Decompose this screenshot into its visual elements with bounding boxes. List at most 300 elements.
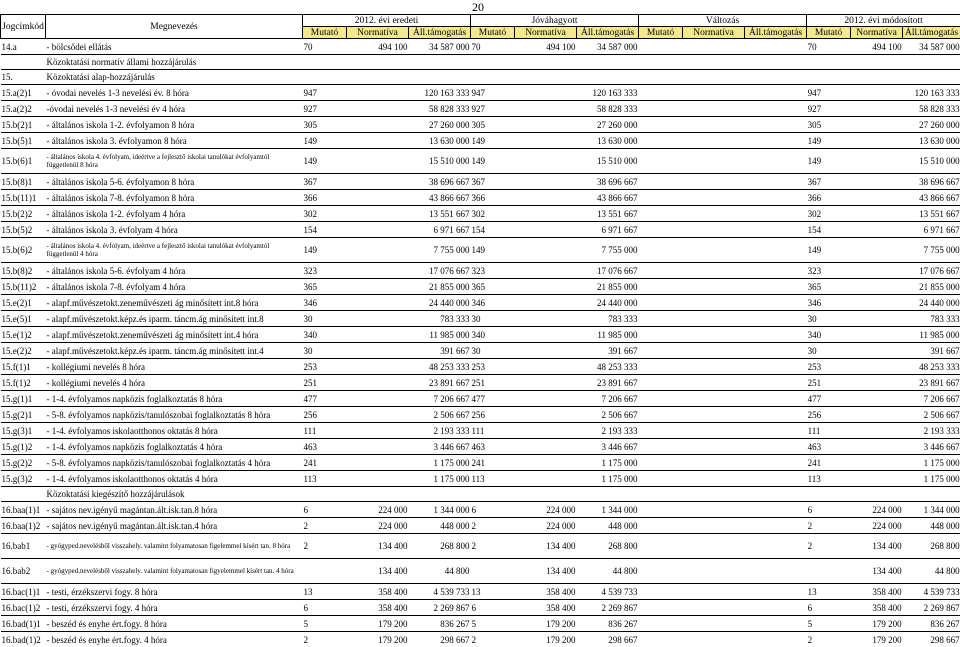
cell-indicator: 30: [471, 311, 515, 327]
row-name: - bölcsődei ellátás: [46, 39, 303, 55]
cell-indicator: [639, 343, 683, 359]
cell-normative: [683, 295, 745, 311]
cell-state-support: [745, 206, 807, 222]
cell-normative: [851, 190, 903, 206]
cell-indicator: 947: [471, 85, 515, 101]
cell-state-support: 4 539 733: [903, 584, 960, 600]
cell-state-support: 3 446 667: [903, 439, 960, 455]
cell-state-support: [745, 343, 807, 359]
cell-normative: [851, 117, 903, 133]
cell-indicator: 927: [471, 101, 515, 117]
cell-indicator: 6: [471, 502, 515, 518]
cell-normative: [851, 455, 903, 471]
cell-indicator: [807, 559, 851, 584]
cell-indicator: [639, 534, 683, 559]
cell-indicator: 346: [807, 295, 851, 311]
cell-state-support: 34 587 000: [409, 39, 471, 55]
cell-indicator: 113: [807, 471, 851, 487]
cell-state-support: 23 891 667: [577, 375, 639, 391]
cell-indicator: 251: [471, 375, 515, 391]
cell-normative: [851, 423, 903, 439]
cell-indicator: 927: [303, 101, 347, 117]
cell-state-support: 7 755 000: [409, 238, 471, 263]
cell-normative: [683, 518, 745, 534]
header-code: Jogcímkód: [1, 15, 46, 39]
cell-indicator: [639, 439, 683, 455]
cell-normative: 179 200: [515, 632, 577, 647]
cell-indicator: 2: [471, 632, 515, 647]
table-row: [1, 133, 960, 149]
cell-state-support: 58 828 333: [903, 101, 960, 117]
cell-state-support: [745, 149, 807, 174]
cell-state-support: 2 193 333: [577, 423, 639, 439]
cell-state-support: 2 269 867: [903, 600, 960, 616]
row-code: 16.bab2: [1, 559, 46, 584]
cell-state-support: 17 076 667: [903, 263, 960, 279]
row-code: 16.baa(1)1: [1, 502, 46, 518]
cell-state-support: 13 551 667: [903, 206, 960, 222]
cell-normative: [683, 375, 745, 391]
cell-normative: [683, 263, 745, 279]
cell-indicator: [639, 616, 683, 632]
cell-state-support: 783 333: [903, 311, 960, 327]
cell-indicator: [639, 311, 683, 327]
cell-normative: [851, 174, 903, 190]
row-name: - 1-4. évfolyamos napközis foglalkoztatás 8 hóra: [46, 391, 303, 407]
row-name: - 1-4. évfolyamos iskolaotthonos oktatás 8 hóra: [46, 423, 303, 439]
cell-state-support: 15 510 000: [577, 149, 639, 174]
cell-normative: [683, 39, 745, 55]
cell-state-support: [745, 133, 807, 149]
row-code: 15.b(6)1: [1, 149, 46, 174]
cell-state-support: 2 269 867: [577, 600, 639, 616]
cell-state-support: 13 551 667: [577, 206, 639, 222]
cell-normative: [851, 133, 903, 149]
row-name: - beszéd és enyhe ért.fogy. 8 hóra: [46, 616, 303, 632]
cell-indicator: [639, 222, 683, 238]
row-code: 16.bad(1)2: [1, 632, 46, 647]
cell-normative: [515, 439, 577, 455]
cell-state-support: 38 696 667: [903, 174, 960, 190]
row-name: - alapf.művészetokt.képz.és iparm. táncm.ág minősített int.8: [46, 311, 303, 327]
row-code: 15.f(1)1: [1, 359, 46, 375]
cell-normative: 224 000: [515, 518, 577, 534]
cell-state-support: 7 755 000: [577, 238, 639, 263]
table-row: [1, 487, 960, 502]
cell-normative: [515, 149, 577, 174]
cell-normative: [683, 471, 745, 487]
cell-indicator: 149: [303, 238, 347, 263]
subheader-state-support: Áll.támogatás: [577, 27, 639, 39]
cell-state-support: 120 163 333: [903, 85, 960, 101]
cell-normative: [515, 174, 577, 190]
cell-state-support: 38 696 667: [409, 174, 471, 190]
cell-normative: [515, 222, 577, 238]
row-name: - általános iskola 5-6. évfolyam 4 hóra: [46, 263, 303, 279]
cell-indicator: 2: [471, 518, 515, 534]
cell-state-support: 7 206 667: [577, 391, 639, 407]
row-name: - 5-8. évfolyamos napközis/tanulószobai foglalkoztatás 4 hóra: [46, 455, 303, 471]
row-name: - kollégiumi nevelés 8 hóra: [46, 359, 303, 375]
cell-indicator: 30: [303, 343, 347, 359]
cell-state-support: [745, 39, 807, 55]
cell-state-support: [745, 439, 807, 455]
subheader-indicator: Mutató: [807, 27, 851, 39]
cell-normative: [347, 190, 409, 206]
cell-state-support: 391 667: [903, 343, 960, 359]
cell-indicator: [639, 206, 683, 222]
cell-state-support: 13 551 667: [409, 206, 471, 222]
cell-indicator: [639, 101, 683, 117]
cell-state-support: 27 260 000: [903, 117, 960, 133]
cell-normative: [347, 206, 409, 222]
table-row: [1, 295, 960, 311]
cell-state-support: 2 506 667: [577, 407, 639, 423]
cell-state-support: 3 446 667: [577, 439, 639, 455]
cell-state-support: 23 891 667: [409, 375, 471, 391]
cell-state-support: 268 800: [903, 534, 960, 559]
cell-indicator: 6: [303, 600, 347, 616]
cell-state-support: 24 440 000: [577, 295, 639, 311]
row-code: 16.bab1: [1, 534, 46, 559]
cell-state-support: 34 587 000: [577, 39, 639, 55]
cell-indicator: 366: [303, 190, 347, 206]
row-name: - általános iskola 7-8. évfolyam 4 hóra: [46, 279, 303, 295]
cell-indicator: 13: [303, 584, 347, 600]
cell-normative: [851, 238, 903, 263]
cell-indicator: 154: [303, 222, 347, 238]
table-row: [1, 391, 960, 407]
cell-indicator: 346: [303, 295, 347, 311]
cell-normative: [683, 359, 745, 375]
subheader-normative: Normatíva: [515, 27, 577, 39]
cell-state-support: 298 667: [903, 632, 960, 647]
cell-normative: [683, 502, 745, 518]
cell-normative: 358 400: [347, 600, 409, 616]
cell-indicator: 30: [807, 311, 851, 327]
row-name: - 1-4. évfolyamos napközis foglalkoztatás 4 hóra: [46, 439, 303, 455]
cell-indicator: 6: [303, 502, 347, 518]
cell-state-support: [745, 632, 807, 647]
cell-indicator: 241: [807, 455, 851, 471]
cell-normative: [851, 439, 903, 455]
cell-normative: 134 400: [851, 534, 903, 559]
cell-indicator: [639, 85, 683, 101]
cell-state-support: [745, 174, 807, 190]
cell-normative: [683, 327, 745, 343]
table-row: [1, 39, 960, 55]
cell-state-support: 2 506 667: [409, 407, 471, 423]
cell-indicator: [639, 359, 683, 375]
row-code: [1, 487, 46, 502]
cell-indicator: 13: [471, 584, 515, 600]
cell-state-support: 11 985 000: [903, 327, 960, 343]
cell-normative: [683, 343, 745, 359]
row-code: 15.g(3)2: [1, 471, 46, 487]
cell-normative: [515, 343, 577, 359]
cell-state-support: [745, 391, 807, 407]
row-name: -óvodai nevelés 1-3 nevelési év 4 hóra: [46, 101, 303, 117]
cell-normative: 179 200: [851, 632, 903, 647]
table-row: [1, 279, 960, 295]
cell-state-support: 4 539 733: [577, 584, 639, 600]
cell-indicator: 149: [471, 238, 515, 263]
cell-state-support: 27 260 000: [409, 117, 471, 133]
cell-normative: [347, 222, 409, 238]
cell-normative: [683, 279, 745, 295]
row-code: 15.b(11)1: [1, 190, 46, 206]
cell-state-support: 48 253 333: [409, 359, 471, 375]
cell-normative: [515, 359, 577, 375]
cell-normative: [347, 439, 409, 455]
cell-normative: [851, 279, 903, 295]
row-code: 15.a(2)1: [1, 85, 46, 101]
row-name: - gyógyped.nevelésből visszahely. valamint folyamatosan figyelemmel kísért tan. 4 hóra: [46, 559, 303, 584]
table-row: [1, 222, 960, 238]
cell-normative: [347, 327, 409, 343]
cell-indicator: 2: [807, 534, 851, 559]
cell-normative: [347, 471, 409, 487]
cell-normative: 358 400: [851, 584, 903, 600]
cell-state-support: [745, 407, 807, 423]
cell-indicator: 365: [471, 279, 515, 295]
cell-normative: [851, 295, 903, 311]
row-name: - általános iskola 5-6. évfolyamon 8 hóra: [46, 174, 303, 190]
cell-indicator: 30: [807, 343, 851, 359]
cell-state-support: 58 828 333: [409, 101, 471, 117]
cell-indicator: 2: [303, 632, 347, 647]
cell-normative: [851, 327, 903, 343]
header-group-original: 2012. évi eredeti: [303, 15, 471, 27]
table-row: [1, 600, 960, 616]
cell-indicator: 2: [807, 518, 851, 534]
cell-normative: [515, 101, 577, 117]
cell-normative: [515, 455, 577, 471]
table-row: [1, 502, 960, 518]
table-row: [1, 534, 960, 559]
cell-indicator: 6: [471, 600, 515, 616]
cell-state-support: [745, 600, 807, 616]
cell-indicator: 5: [807, 616, 851, 632]
cell-state-support: 11 985 000: [409, 327, 471, 343]
cell-normative: [515, 391, 577, 407]
cell-state-support: 783 333: [409, 311, 471, 327]
table-row: [1, 117, 960, 133]
cell-indicator: [639, 174, 683, 190]
cell-state-support: 1 175 000: [409, 455, 471, 471]
cell-indicator: 256: [303, 407, 347, 423]
cell-state-support: [745, 359, 807, 375]
cell-normative: [515, 190, 577, 206]
cell-normative: [515, 117, 577, 133]
cell-indicator: [639, 279, 683, 295]
cell-indicator: [639, 502, 683, 518]
cell-indicator: [471, 559, 515, 584]
cell-indicator: [639, 518, 683, 534]
cell-state-support: 34 587 000: [903, 39, 960, 55]
cell-indicator: 111: [303, 423, 347, 439]
cell-indicator: 149: [471, 149, 515, 174]
cell-state-support: 13 630 000: [409, 133, 471, 149]
row-name: - általános iskola 7-8. évfolyamon 8 hóra: [46, 190, 303, 206]
cell-state-support: 391 667: [577, 343, 639, 359]
subheader-indicator: Mutató: [639, 27, 683, 39]
cell-normative: [851, 311, 903, 327]
cell-indicator: 5: [471, 616, 515, 632]
cell-normative: [851, 471, 903, 487]
cell-normative: [851, 359, 903, 375]
cell-indicator: 70: [471, 39, 515, 55]
table-row: [1, 343, 960, 359]
cell-state-support: 13 630 000: [577, 133, 639, 149]
cell-indicator: [639, 455, 683, 471]
cell-normative: [683, 391, 745, 407]
cell-state-support: 298 667: [577, 632, 639, 647]
cell-normative: [515, 423, 577, 439]
cell-state-support: [745, 101, 807, 117]
row-name: - általános iskola 1-2. évfolyamon 8 hóra: [46, 117, 303, 133]
budget-table: [0, 14, 960, 647]
cell-normative: 179 200: [347, 632, 409, 647]
cell-indicator: 113: [303, 471, 347, 487]
cell-normative: [515, 263, 577, 279]
cell-state-support: 24 440 000: [903, 295, 960, 311]
row-code: 15.g(3)1: [1, 423, 46, 439]
table-row: [1, 190, 960, 206]
row-code: 15.b(2)1: [1, 117, 46, 133]
cell-indicator: 149: [807, 133, 851, 149]
table-row: [1, 263, 960, 279]
row-name: - általános iskola 4. évfolyam, ideértve a fejlesztő iskolai tanulókat évfolyamtól függetlenül 4 hóra: [46, 238, 303, 263]
cell-state-support: [745, 616, 807, 632]
row-name: - általános iskola 3. évfolyam 4 hóra: [46, 222, 303, 238]
cell-indicator: 302: [303, 206, 347, 222]
row-name: - testi, érzékszervi fogy. 8 hóra: [46, 584, 303, 600]
row-name: - általános iskola 4. évfolyam, ideértve a fejlesztő iskolai tanulókat évfolyamtól függetlenül 8 hóra: [46, 149, 303, 174]
cell-indicator: 367: [807, 174, 851, 190]
cell-indicator: 367: [471, 174, 515, 190]
cell-indicator: 367: [303, 174, 347, 190]
cell-state-support: 2 193 333: [903, 423, 960, 439]
row-code: 15.b(8)1: [1, 174, 46, 190]
cell-indicator: 2: [303, 534, 347, 559]
cell-indicator: 256: [807, 407, 851, 423]
row-code: 15.b(5)2: [1, 222, 46, 238]
cell-normative: [347, 101, 409, 117]
cell-normative: [851, 407, 903, 423]
cell-normative: [683, 85, 745, 101]
table-row: [1, 206, 960, 222]
cell-indicator: 253: [807, 359, 851, 375]
cell-normative: 134 400: [347, 559, 409, 584]
cell-state-support: 15 510 000: [903, 149, 960, 174]
subheader-state-support: Áll.támogatás: [409, 27, 471, 39]
row-code: 15.: [1, 70, 46, 85]
table-row: [1, 55, 960, 70]
row-code: 15.e(2)2: [1, 343, 46, 359]
cell-normative: 358 400: [851, 600, 903, 616]
table-row: [1, 455, 960, 471]
cell-state-support: [745, 117, 807, 133]
row-name: - testi, érzékszervi fogy. 4 hóra: [46, 600, 303, 616]
row-code: 15.b(2)2: [1, 206, 46, 222]
cell-indicator: 947: [303, 85, 347, 101]
cell-indicator: [639, 559, 683, 584]
cell-state-support: 21 855 000: [903, 279, 960, 295]
cell-state-support: [745, 222, 807, 238]
cell-indicator: 947: [807, 85, 851, 101]
cell-normative: 224 000: [347, 502, 409, 518]
cell-state-support: [745, 327, 807, 343]
cell-state-support: 2 193 333: [409, 423, 471, 439]
cell-state-support: 836 267: [903, 616, 960, 632]
table-row: [1, 471, 960, 487]
cell-indicator: 346: [471, 295, 515, 311]
cell-state-support: 448 000: [903, 518, 960, 534]
cell-indicator: 251: [303, 375, 347, 391]
cell-indicator: 365: [303, 279, 347, 295]
cell-normative: [347, 407, 409, 423]
cell-state-support: 1 344 000: [409, 502, 471, 518]
cell-normative: [851, 343, 903, 359]
cell-state-support: 38 696 667: [577, 174, 639, 190]
row-name: - alapf.művészetokt.zeneművészeti ág minősített int.4 hóra: [46, 327, 303, 343]
cell-indicator: 340: [471, 327, 515, 343]
cell-indicator: [639, 375, 683, 391]
cell-state-support: 268 800: [577, 534, 639, 559]
table-row: [1, 584, 960, 600]
table-row: [1, 375, 960, 391]
cell-indicator: 2: [303, 518, 347, 534]
cell-normative: [683, 584, 745, 600]
cell-state-support: [745, 534, 807, 559]
page-number: 20: [472, 0, 484, 15]
cell-indicator: 305: [471, 117, 515, 133]
header-group-modified: 2012. évi módosított: [807, 15, 960, 27]
cell-normative: 224 000: [515, 502, 577, 518]
cell-indicator: 113: [471, 471, 515, 487]
row-code: 16.bad(1)1: [1, 616, 46, 632]
cell-state-support: [745, 263, 807, 279]
cell-normative: [851, 391, 903, 407]
cell-indicator: [639, 407, 683, 423]
cell-normative: [515, 327, 577, 343]
cell-normative: 134 400: [515, 559, 577, 584]
cell-indicator: 927: [807, 101, 851, 117]
cell-normative: [683, 559, 745, 584]
cell-indicator: 366: [807, 190, 851, 206]
cell-state-support: 48 253 333: [577, 359, 639, 375]
cell-normative: [683, 206, 745, 222]
cell-indicator: 70: [807, 39, 851, 55]
cell-indicator: 13: [807, 584, 851, 600]
cell-state-support: 43 866 667: [577, 190, 639, 206]
cell-normative: [347, 238, 409, 263]
cell-indicator: 111: [471, 423, 515, 439]
cell-normative: [683, 439, 745, 455]
section-title: Közoktatási alap-hozzájárulás: [46, 70, 960, 85]
cell-indicator: 253: [303, 359, 347, 375]
section-title: Közoktatási kiegészítő hozzájárulások: [46, 487, 960, 502]
cell-normative: [683, 190, 745, 206]
cell-normative: [515, 238, 577, 263]
cell-normative: [347, 343, 409, 359]
cell-indicator: 463: [807, 439, 851, 455]
table-row: [1, 238, 960, 263]
cell-normative: [851, 206, 903, 222]
cell-indicator: 323: [471, 263, 515, 279]
cell-indicator: 241: [471, 455, 515, 471]
